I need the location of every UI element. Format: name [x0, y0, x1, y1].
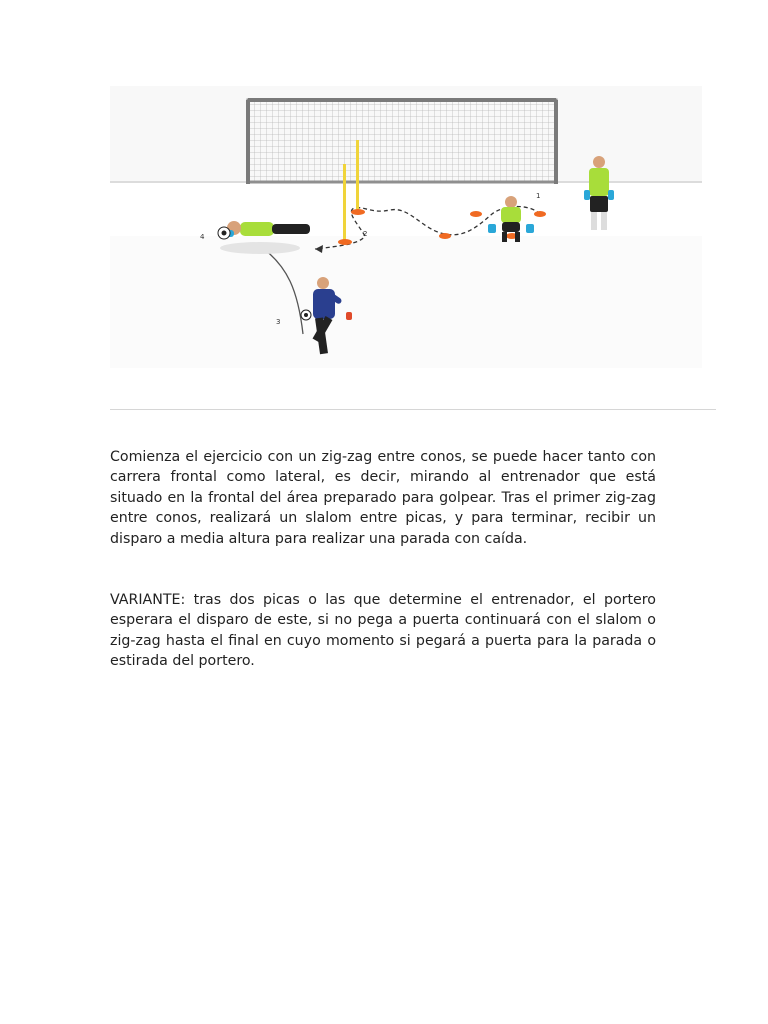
divider	[110, 409, 716, 410]
label-step-3: 3	[276, 318, 281, 326]
label-step-1: 1	[536, 192, 541, 200]
label-step-2: 2	[363, 230, 368, 238]
drill-diagram	[110, 86, 702, 368]
goal-net	[248, 100, 556, 184]
paragraph-variant: VARIANTE: tras dos picas o las que determine el entrenador, el portero esperara el disparo de este, si no pega a puerta continuará con el slalom o zig-zag hasta el final en cuyo momento si pegará a puerta para la parada o estirada del portero.	[110, 592, 656, 670]
label-step-4: 4	[200, 233, 205, 241]
paragraph-description: Comienza el ejercicio con un zig-zag entre conos, se puede hacer tanto con carrera frontal como lateral, es decir, mirando al entrenador que está situado en la frontal del área preparado para golpear. Tras el primer zig-zag entre conos, realizará un slalom entre picas, y para terminar, recibir un disparo a media altura para realizar una parada con caída.	[110, 449, 656, 547]
